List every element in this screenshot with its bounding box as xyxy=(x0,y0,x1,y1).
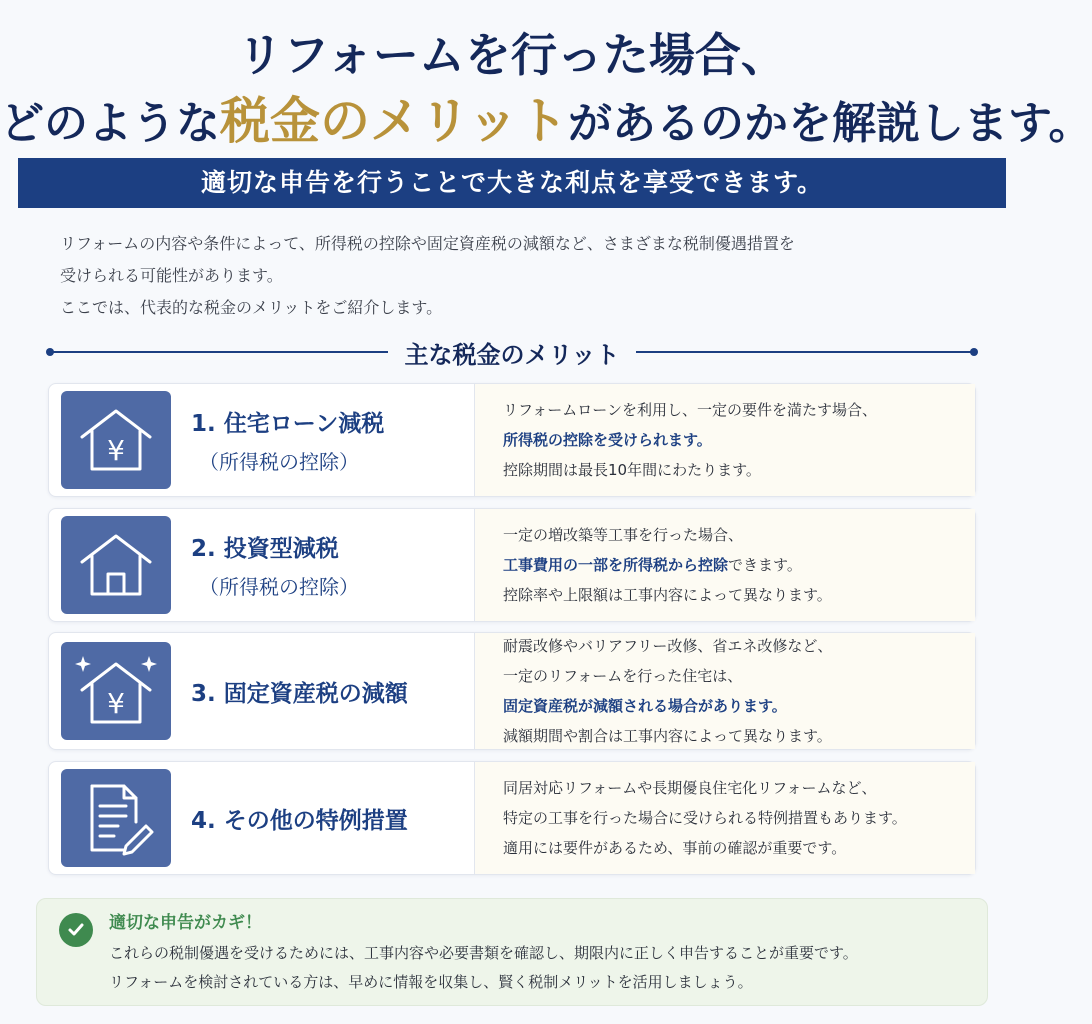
card-title: 2. 投資型減税 xyxy=(191,536,339,562)
card-heading xyxy=(191,530,359,600)
title-line-1: リフォームを行った場合、 xyxy=(237,28,787,82)
card-desc-line: 耐震改修やバリアフリー改修、省エネ改修など、 xyxy=(503,637,833,655)
card-desc-line: 控除率や上限額は工事内容によって異なります。 xyxy=(503,586,832,604)
house-yen-sparkle-icon xyxy=(61,642,171,740)
card-desc-line-mixed xyxy=(503,550,975,580)
note-body xyxy=(109,939,979,997)
card-heading xyxy=(191,802,408,835)
title-line-2 xyxy=(0,88,1092,157)
card-desc-highlight: 所得税の控除を受けられます。 xyxy=(503,431,712,449)
card-title: 3. 固定資産税の減額 xyxy=(191,680,408,707)
title-highlight: 税金のメリット xyxy=(220,91,568,150)
title-line-2-post: があるのかを解説します。 xyxy=(568,98,1092,149)
note-title: 適切な申告がカギ！ xyxy=(109,913,262,933)
card-description xyxy=(475,762,975,874)
card-subtitle: （所得税の控除） xyxy=(199,575,359,599)
svg-text:¥: ¥ xyxy=(107,434,125,467)
benefit-card-housing-loan xyxy=(48,383,976,497)
card-desc-line: 特定の工事を行った場合に受けられる特例措置もあります。 xyxy=(503,809,907,827)
card-header xyxy=(49,762,475,874)
page-title xyxy=(0,22,1092,157)
card-desc-line: 同居対応リフォームや長期優良住宅化リフォームなど、 xyxy=(503,779,877,797)
card-title: 4. その他の特例措置 xyxy=(191,807,408,834)
card-header xyxy=(49,509,475,621)
section-title: 主な税金のメリット xyxy=(404,339,620,369)
check-circle-icon xyxy=(59,913,93,947)
svg-text:¥: ¥ xyxy=(107,687,125,720)
subtitle-banner: 適切な申告を行うことで大きな利点を享受できます。 xyxy=(18,158,1006,208)
section-divider xyxy=(48,334,976,370)
house-yen-icon xyxy=(61,391,171,489)
card-description xyxy=(475,384,975,496)
card-header xyxy=(49,384,475,496)
card-desc-line: 適用には要件があるため、事前の確認が重要です。 xyxy=(503,839,847,857)
intro-line-2: 受けられる可能性があります。 xyxy=(60,266,283,285)
intro-line-3: ここでは、代表的な税金のメリットをご紹介します。 xyxy=(60,298,443,317)
divider-line-left xyxy=(48,351,388,353)
card-header xyxy=(49,633,475,749)
benefit-card-investment xyxy=(48,508,976,622)
card-desc-line: 一定のリフォームを行った住宅は、 xyxy=(503,667,743,685)
note-line-2: リフォームを検討されている方は、早めに情報を収集し、賢く税制メリットを活用しましょう。 xyxy=(109,973,753,991)
house-icon xyxy=(61,516,171,614)
intro-text xyxy=(60,228,980,324)
benefit-card-property-tax xyxy=(48,632,976,750)
title-line-2-pre: どのような xyxy=(0,98,220,149)
card-desc-line: 控除期間は最長10年間にわたります。 xyxy=(503,461,761,479)
card-desc-highlight: 工事費用の一部を所得税から控除 xyxy=(503,556,729,574)
document-pen-icon xyxy=(61,769,171,867)
card-description xyxy=(475,633,975,749)
benefit-card-other-measures xyxy=(48,761,976,875)
card-desc-highlight: 固定資産税が減額される場合があります。 xyxy=(503,697,787,715)
card-title: 1. 住宅ローン減税 xyxy=(191,411,385,437)
key-point-note xyxy=(36,898,988,1006)
card-heading xyxy=(191,405,384,475)
intro-line-1: リフォームの内容や条件によって、所得税の控除や固定資産税の減額など、さまざまな税制優遇措置を xyxy=(60,234,795,253)
card-desc-rest: できます。 xyxy=(728,556,802,574)
note-line-1: これらの税制優遇を受けるためには、工事内容や必要書類を確認し、期限内に正しく申告することが重要です。 xyxy=(109,944,858,962)
card-subtitle: （所得税の控除） xyxy=(199,450,359,474)
card-desc-line: リフォームローンを利用し、一定の要件を満たす場合、 xyxy=(503,401,877,419)
card-description xyxy=(475,509,975,621)
card-desc-line: 一定の増改築等工事を行った場合、 xyxy=(503,526,744,544)
divider-line-right xyxy=(636,351,976,353)
card-heading xyxy=(191,675,408,708)
card-desc-line: 減額期間や割合は工事内容によって異なります。 xyxy=(503,727,832,745)
